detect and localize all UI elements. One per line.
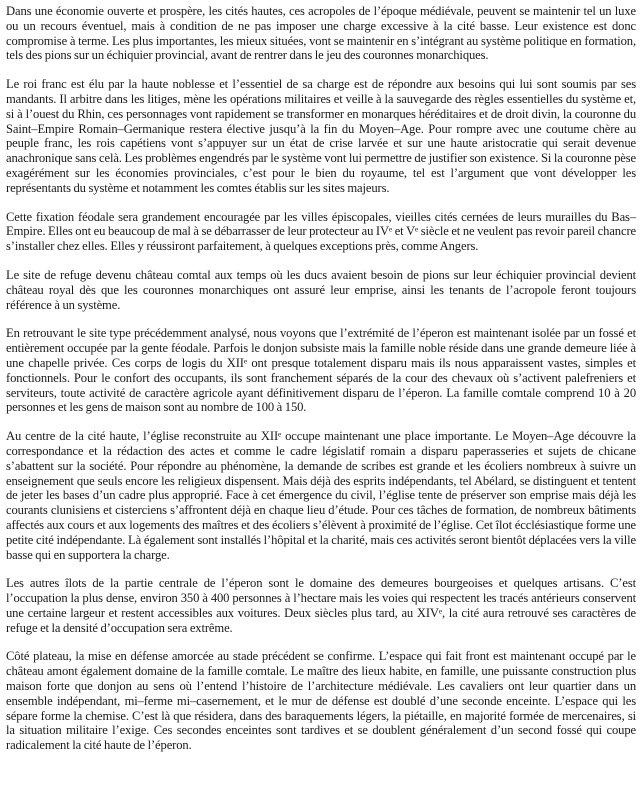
paragraph-7: Les autres îlots de la partie centrale de l’éperon sont le domaine des demeures bourgeoises et quelques artisans. C’est l’occupation la plus dense, environ 350 à 400 personnes à l’hectare mais les voies qui respectent les tracés antérieurs conservent une certaine largeur et restent accessibles aux voitures. Deux siècles plus tard, au XIVᵉ, la cité aura retrouvé ses caractères de refuge et la densité d’occupation sera extrême. [6, 576, 636, 635]
paragraph-8: Côté plateau, la mise en défense amorcée au stade précédent se confirme. L’espace qui fait front est maintenant occupé par le château amont également domaine de la famille comtale. Le maître des lieux habite, en famille, une puissante construction plus maison forte que donjon au sens où l’entend l’histoire de l’architecture médiévale. Les cavaliers ont leur quartier dans un ensemble indépendant, mi–ferme mi–casernement, et le mur de défense est doublé d’une seconde enceinte. L’espace qui les sépare forme la chemise. C’est là que résidera, dans des baraquements légers, la piétaille, en majorité formée de mercenaires, si la situation militaire l’exige. Ces secondes enceintes sont tardives et se doublent généralement d’un second fossé qui coupe radicalement la cité haute de l’éperon. [6, 649, 636, 753]
paragraph-3: Cette fixation féodale sera grandement encouragée par les villes épiscopales, vieilles cités cernées de leurs murailles du Bas–Empire. Elles ont eu beaucoup de mal à se débarrasser de leur protecteur au IVᵉ et Vᵉ siècle et ne veulent pas revoir pareil chancre s’installer chez elles. Elles y réussiront parfaitement, à quelques exceptions près, comme Angers. [6, 209, 636, 254]
paragraph-6: Au centre de la cité haute, l’église reconstruite au XIIᵉ occupe maintenant une place importante. Le Moyen–Age découvre la correspondance et la rédaction des actes et comme le cadre législatif romain a disparu paperasseries et sujets de chicane s’abattent sur la société. Pour répondre au phénomène, la demande de scribes est grande et les écoliers nombreux à suivre un enseignement que seuls encore les religieux dispensent. Mais déjà des esprits indépendants, tel Abélard, se distinguent et tentent de jeter les bases d’un cadre plus approprié. Face à cet émergence du civil, l’église tente de préserver son emprise mais déjà les courants clunisiens et cisterciens s’affrontent déjà en chaque lieu d’étude. Pour ces tâches de formation, de nombreux bâtiments affectés aux cours et aux logements des maîtres et des écoliers s’élèvent à proximité de l’église. Cet îlot écclésiastique forme une petite cité indépendante. Là également sont installés l’hôpital et la charité, mais ces activités seront bientôt déplacées vers la ville basse qui en supportera la charge. [6, 429, 636, 562]
paragraph-5: En retrouvant le site type précédemment analysé, nous voyons que l’extrémité de l’éperon est maintenant isolée par un fossé et entièrement occupée par la gente féodale. Parfois le donjon subsiste mais la famille noble réside dans une grande demeure liée à une chapelle privée. Ces corps de logis du XIIᵉ ont presque totalement disparu mais ils nous apparaissent vastes, simples et fonctionnels. Pour le confort des occupants, ils sont franchement séparés de la cour des chevaux où s’activent palefreniers et serviteurs, toute activité de caractère agricole ayant définitivement disparu de l’éperon. La famille comtale comprend 10 à 20 personnes et les gens de maison sont au nombre de 100 à 150. [6, 326, 636, 415]
paragraph-1: Dans une économie ouverte et prospère, les cités hautes, ces acropoles de l’époque médiévale, peuvent se maintenir tel un luxe ou un recours éventuel, mais à condition de ne pas imposer une charge excessive à la cité basse. Leur existence est donc compromise à terme. Les plus importantes, les mieux situées, vont se maintenir en s’intégrant au système politique en formation, tels des pions sur un échiquier provincial, avant de rentrer dans le jeu des couronnes monarchiques. [6, 4, 636, 63]
paragraph-2: Le roi franc est élu par la haute noblesse et l’essentiel de sa charge est de répondre aux besoins qui lui sont soumis par ses mandants. Il arbitre dans les litiges, mène les opérations militaires et veille à la sauvegarde des règles essentielles du système et, si à l’ouest du Rhin, ces personnages vont rapidement se transformer en monarques héréditaires et de droit divin, la couronne du Saint–Empire Romain–Germanique restera élective jusqu’à la fin du Moyen–Age. Pour rompre avec une coutume chère au peuple franc, les rois capétiens vont s’appuyer sur un état de crise larvée et sur une haute aristocratie qui serait devenue anachronique sans celà. Les problèmes engendrés par le système vont lui permettre de justifier son existence. Si la couronne pèse exagérément sur les économies provinciales, c’est pour le bien du royaume, tel est l’argument que vont développer les représentants du système et notamment les comtes établis sur les sites majeurs. [6, 77, 636, 195]
paragraph-4: Le site de refuge devenu château comtal aux temps où les ducs avaient besoin de pions sur leur échiquier provincial devient château royal dès que les couronnes monarchiques ont assuré leur emprise, ainsi les tenants de l’acropole feront toujours référence à un système. [6, 267, 636, 312]
